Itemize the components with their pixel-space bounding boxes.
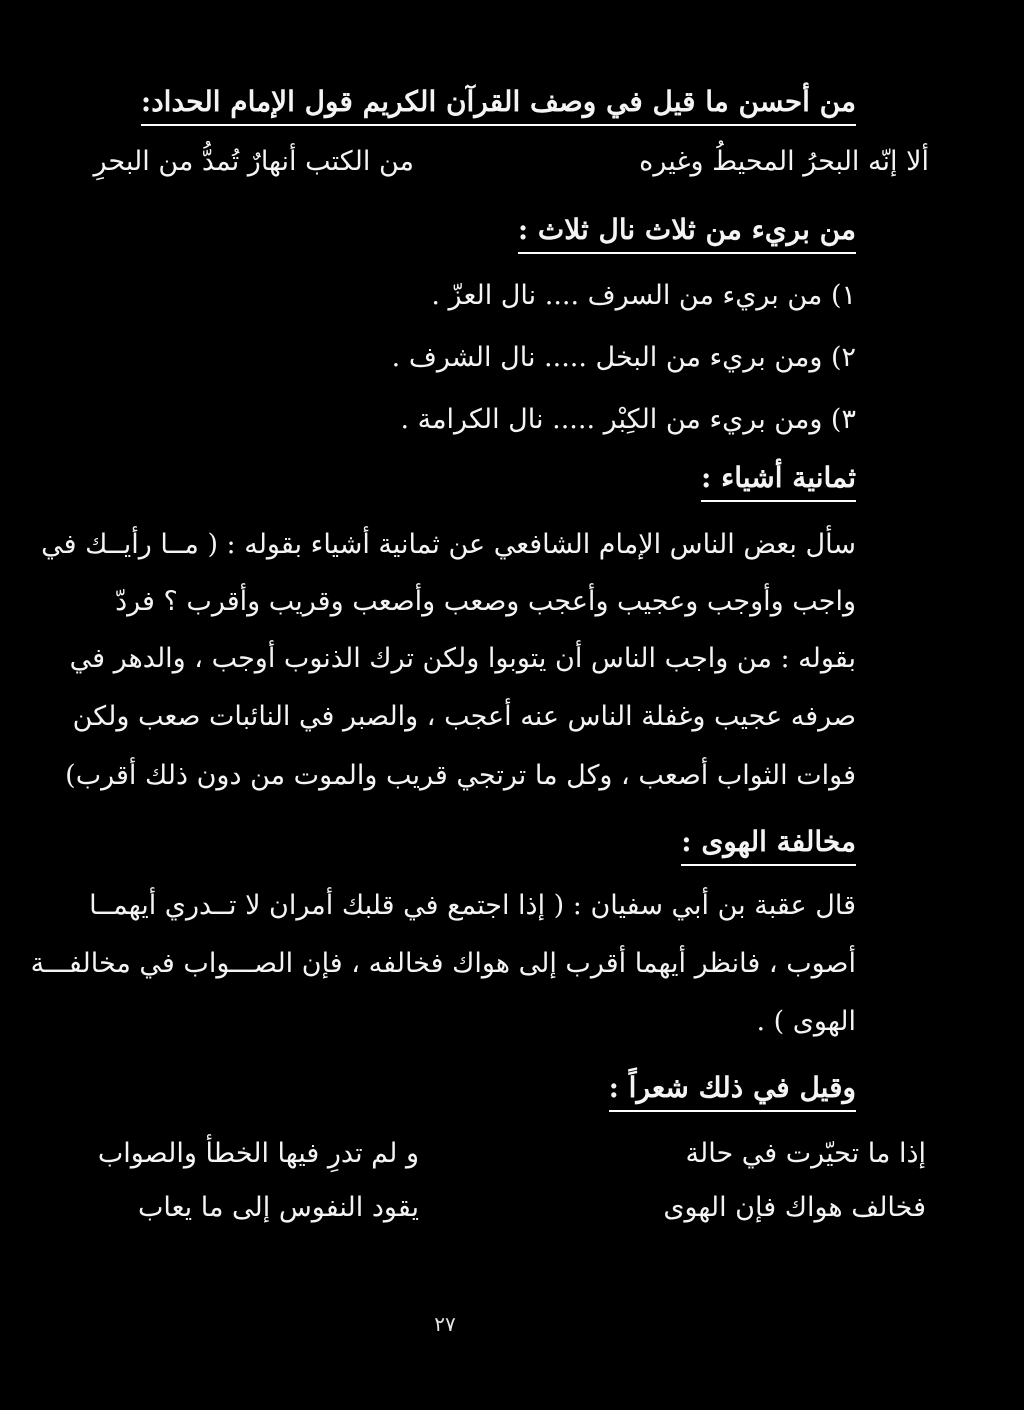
three-heading: من بريء من ثلاث نال ثلاث :	[518, 210, 856, 254]
poem-verse-2-right: فخالف هواك فإن الهوى	[663, 1192, 926, 1223]
page-number: ٢٧	[434, 1312, 456, 1336]
eight-things-line-4: صرفه عجيب وغفلة الناس عنه أعجب ، والصبر في النائبات صعب ولكن	[72, 701, 856, 732]
eight-things-line-3: بقوله : من واجب الناس أن يتوبوا ولكن ترك الذنوب أوجب ، والدهر في	[69, 643, 856, 674]
poem-verse-2-left: يقود النفوس إلى ما يعاب	[137, 1192, 419, 1223]
hawa-heading: مخالفة الهوى :	[681, 822, 856, 866]
hawa-line-2: أصوب ، فانظر أيهما أقرب إلى هواك فخالفه ، فإن الصـــواب في مخالفـــة	[30, 948, 856, 979]
poem-verse-1-right: إذا ما تحيّرت في حالة	[685, 1138, 926, 1169]
list-item-1: ١) من بريء من السرف .... نال العزّ .	[431, 280, 856, 311]
main-heading: من أحسن ما قيل في وصف القرآن الكريم قول الإمام الحداد:	[141, 82, 856, 126]
hawa-line-3: الهوى ) .	[756, 1006, 856, 1037]
eight-things-line-1: سأل بعض الناس الإمام الشافعي عن ثمانية أشياء بقوله : ( مــا رأيــك في	[41, 529, 856, 560]
list-item-3: ٣) ومن بريء من الكِبْر ..... نال الكرامة .	[400, 404, 856, 435]
verse-1-left-hemistich: من الكتب أنهارٌ تُمدُّ من البحرِ	[93, 146, 414, 177]
poem-heading: وقيل في ذلك شعراً :	[609, 1068, 856, 1112]
verse-1-right-hemistich: ألا إنّه البحرُ المحيطُ وغيره	[639, 146, 929, 177]
list-item-2: ٢) ومن بريء من البخل ..... نال الشرف .	[391, 342, 856, 373]
eight-things-line-5: فوات الثواب أصعب ، وكل ما ترتجي قريب والموت من دون ذلك أقرب)	[65, 760, 856, 791]
hawa-line-1: قال عقبة بن أبي سفيان : ( إذا اجتمع في قلبك أمران لا تــدري أيهمــا	[89, 890, 856, 921]
eight-things-heading: ثمانية أشياء :	[701, 458, 856, 502]
eight-things-line-2: واجب وأوجب وعجيب وأعجب وصعب وأصعب وقريب وأقرب ؟ فردّ	[115, 586, 856, 617]
poem-verse-1-left: و لم تدرِ فيها الخطأ والصواب	[97, 1138, 419, 1169]
